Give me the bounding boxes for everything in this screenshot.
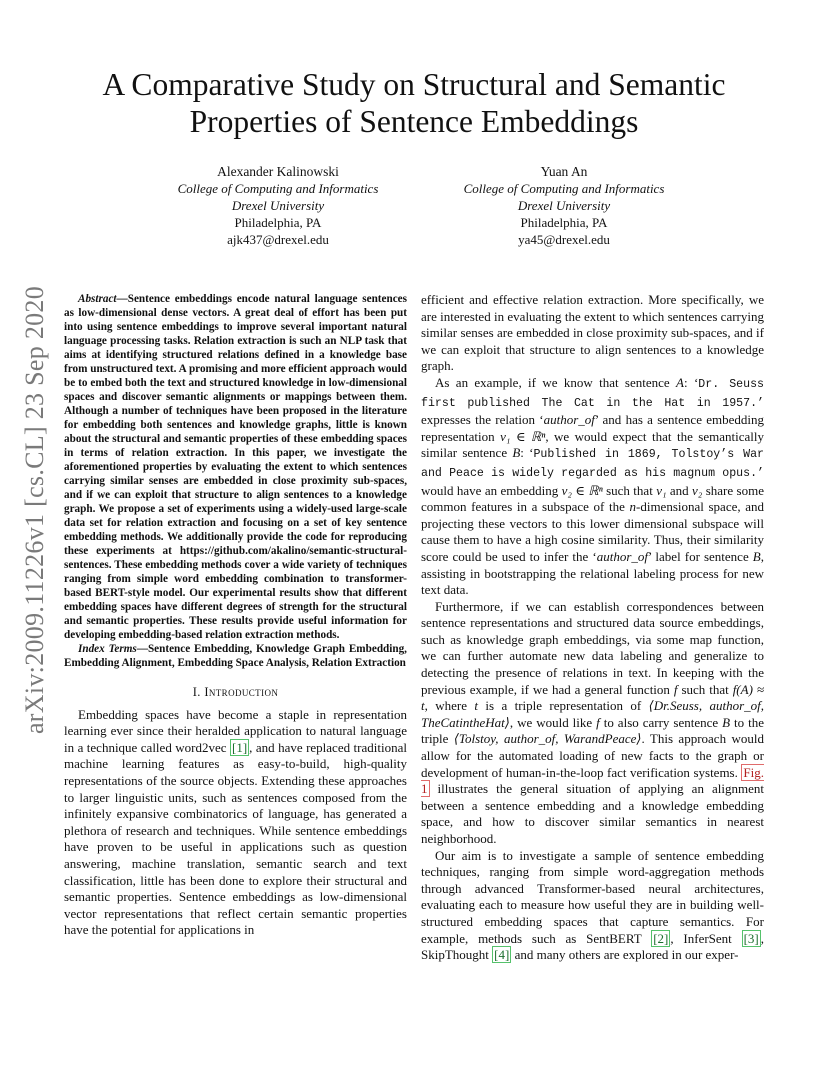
abstract-text: —Sentence embeddings encode natural language sentences as low-dimensional dense vectors. A great deal of effort has been put into using sentence embeddings to improve several important natural language processing tasks. Relation extraction is such an NLP task that aims at identifying structured relations defined in a knowledge base from unstructured text. A promising and more efficient approach would be to embed both the text and structured knowledge in low-dimensional spaces and discover semantic alignments or mappings between them. Although a number of techniques have been proposed in the literature for embedding both sentences and knowledge graphs, little is known about the structural and semantic properties of these embedding spaces in terms of relation extraction. In this paper, we investigate the aforementioned properties by evaluating the extent to which sentences carrying similar senses are embedded in close proximity sub-spaces, and if we can exploit that structure to align sentences to a knowledge graph. We propose a set of experiments using a widely-used large-scale data set for relation extraction and focusing on a set of key sentence embedding methods. We additionally provide the code for reproducing these experiments at https://github.com/akalino/semantic-structural-sentences. These embedding methods cover a wide variety of techniques ranging from simple word embedding combination to transformer-based BERT-style model. Our experimental results show that different embedding spaces have different degrees of strength for the structural and semantic properties. These results provide useful information for developing embedding-based relation extraction methods.	[64, 293, 407, 641]
index-terms-label: Index Terms	[78, 643, 137, 655]
abstract	[64, 292, 407, 642]
citation-link[interactable]: [2]	[653, 930, 669, 946]
index-terms-text: —Sentence Embedding, Knowledge Graph Embedding, Embedding Alignment, Embedding Space Analysis, Relation Extraction	[64, 643, 407, 669]
figure-reference-link[interactable]: Fig. 1	[421, 764, 764, 797]
index-terms	[64, 642, 407, 670]
intro-paragraph-1: Embedding spaces have become a staple in representation learning ever since their heralded application to natural language in a technique called word2vec [1] , and have replaced traditional machine learning features as easy-to-build, high-quality representations of the source objects. Extending these approaches to larger linguistic units, such as sentences composed from the infinitely expansive combinatorics of language, has generated a plethora of research and techniques. While sentence embeddings have proven to be useful in applications such as question answering, machine translation, semantic search and text classification, little has been done to explore their structural and semantic properties. Sentence embeddings as low-dimensional vector representations that reflect certain semantic properties have the potential for applications in	[64, 706, 407, 938]
abstract-label: Abstract	[78, 293, 117, 305]
paper-title: A Comparative Study on Structural and Semantic Properties of Sentence Embeddings	[102, 67, 726, 139]
citation-link[interactable]: [3]	[743, 930, 759, 946]
author-affiliation: College of Computing and Informatics	[463, 181, 665, 196]
example-paragraph: As an example, if we know that sentence A: ‘Dr. Seuss first published The Cat in the Hat in 1957.’ expresses the relation ‘author_of’ and has a sentence embedding representation v₁ ∈ ℝⁿ, we would expect that the semantically similar sentence B: ‘Published in 1869, Tolstoy’s War and Peace is widely regarded as his magnum opus.’ would have an embedding v₂ ∈ ℝⁿ such that v₁ and v₂ share some common features in a subspace of the n-dimensional space, and projecting these vectors to this lower dimensional subspace will cause them to have a high cosine similarity. Thus, their similarity score could be used to infer the ‘author_of’ label for sentence B, assisting in bootstrapping the relational labeling process for new text data.	[421, 374, 765, 598]
citation-link[interactable]: [1]	[231, 739, 248, 755]
body-paragraph-continued: efficient and effective relation extraction. More specifically, we are interested in evaluating the extent to which sentences carrying similar senses are embedded in close proximity sub-spaces, and if we can exploit that structure to align sentences to a knowledge graph.	[421, 292, 764, 374]
author-email: ajk437@drexel.edu	[227, 232, 329, 247]
author-affiliation: College of Computing and Informatics	[177, 181, 379, 196]
example-sentence-b: Published in 1869, Tolstoy’s War and Peace is widely regarded as his magnum opus.’	[421, 448, 764, 480]
arxiv-identifier: arXiv:2009.11226v1 [cs.CL] 23 Sep 2020	[20, 285, 49, 735]
author-name: Alexander Kalinowski	[217, 164, 339, 179]
author-institution: Drexel University	[517, 198, 611, 213]
left-column	[64, 292, 407, 939]
right-column	[421, 292, 764, 964]
author-block-2	[414, 163, 714, 248]
author-location: Philadelphia, PA	[234, 215, 322, 230]
author-email: ya45@drexel.edu	[518, 232, 610, 247]
arxiv-side-label	[20, 280, 49, 740]
section-heading-introduction: I. Introduction	[192, 685, 279, 699]
author-location: Philadelphia, PA	[520, 215, 608, 230]
author-institution: Drexel University	[231, 198, 325, 213]
example-sentence-a: Dr. Seuss first published The Cat in the Hat in 1957.’	[421, 377, 764, 410]
aim-paragraph: Our aim is to investigate a sample of sentence embedding techniques, ranging from simple word-aggregation methods through advanced Transformer-based neural architectures, evaluating each to measure how useful they are in building well-structured embedding spaces that capture semantics. For example, methods such as SentBERT [2] , InferSent [3] , SkipThought [4] and many others are explored in our exper-	[421, 847, 764, 963]
author-block-1	[128, 163, 428, 248]
citation-link[interactable]: [4]	[494, 947, 510, 963]
alignment-paragraph: Furthermore, if we can establish correspondences between sentence representations and structured data source embeddings, such as knowledge graph embeddings, via some map function, we can further automate new data labeling and generalize to detecting the presence of relations in text. In keeping with the previous example, if we had a general function f such that f(A) ≈ t, where t is a triple representation of ⟨Dr.Seuss, author_of, TheCatintheHat⟩, we would like f to also carry sentence B to the triple ⟨Tolstoy, author_of, WarandPeace⟩. This approach would allow for the automated loading of new facts to the graph or development of human-in-the-loop fact verification systems. Fig. 1 illustrates the general situation of applying an alignment between a sentence embedding and a knowledge embedding space, and how to discover similar semantics in nearest neighborhood.	[421, 598, 765, 846]
author-name: Yuan An	[540, 164, 588, 179]
